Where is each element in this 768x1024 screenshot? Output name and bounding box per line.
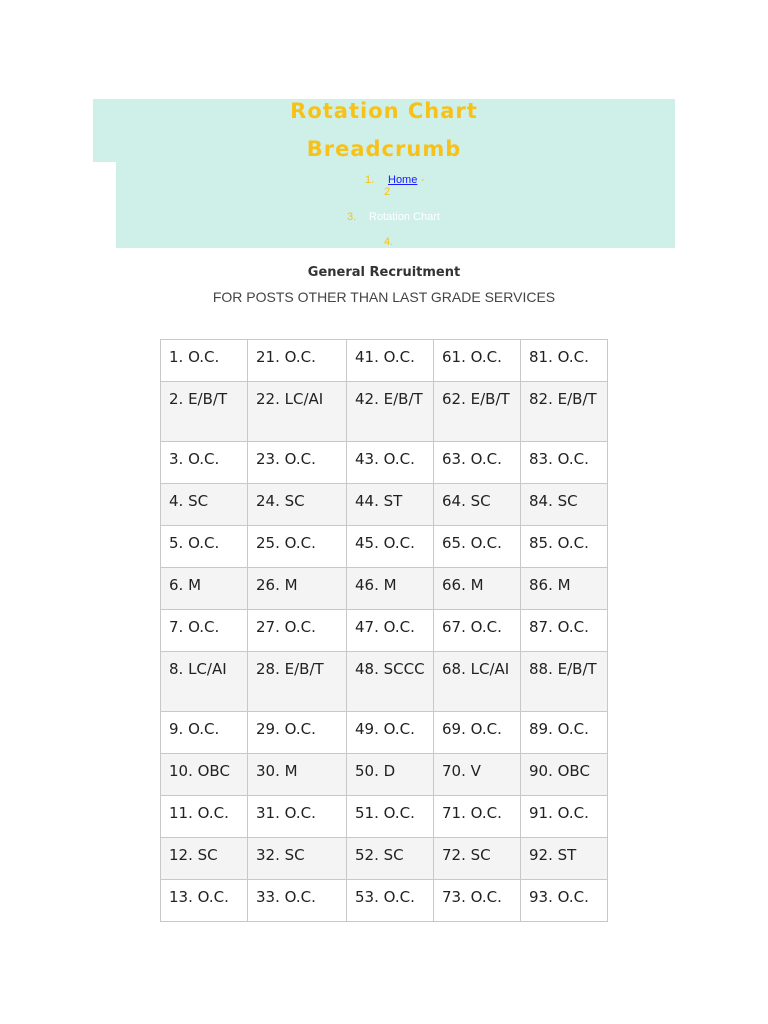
section-subtitle: FOR POSTS OTHER THAN LAST GRADE SERVICES: [212, 289, 556, 305]
table-row: [161, 526, 608, 568]
table-cell: 86. M: [521, 568, 608, 610]
table-cell: 45. O.C.: [347, 526, 434, 568]
table-cell: 71. O.C.: [434, 796, 521, 838]
table-cell: 85. O.C.: [521, 526, 608, 568]
table-cell: 83. O.C.: [521, 442, 608, 484]
table-cell: 49. O.C.: [347, 712, 434, 754]
table-cell: 48. SCCC: [347, 652, 434, 712]
table-cell: 43. O.C.: [347, 442, 434, 484]
table-cell: 81. O.C.: [521, 340, 608, 382]
table-cell: 26. M: [248, 568, 347, 610]
table-cell: 31. O.C.: [248, 796, 347, 838]
table-cell: 29. O.C.: [248, 712, 347, 754]
breadcrumb-num-1: 1.: [365, 174, 375, 186]
table-cell: 10. OBC: [161, 754, 248, 796]
table-cell: 63. O.C.: [434, 442, 521, 484]
breadcrumb-heading: Breadcrumb: [306, 137, 462, 161]
table-cell: 52. SC: [347, 838, 434, 880]
table-cell: 47. O.C.: [347, 610, 434, 652]
table-cell: 46. M: [347, 568, 434, 610]
table-cell: 28. E/B/T: [248, 652, 347, 712]
table-row: [161, 880, 608, 922]
breadcrumb-num-4: 4.: [384, 236, 394, 248]
breadcrumb-num-3: 3.: [347, 211, 357, 223]
table-cell: 70. V: [434, 754, 521, 796]
table-row: [161, 568, 608, 610]
table-row: [161, 382, 608, 442]
table-cell: 23. O.C.: [248, 442, 347, 484]
table-cell: 67. O.C.: [434, 610, 521, 652]
table-cell: 30. M: [248, 754, 347, 796]
table-cell: 25. O.C.: [248, 526, 347, 568]
table-cell: 33. O.C.: [248, 880, 347, 922]
table-cell: 72. SC: [434, 838, 521, 880]
table-row: [161, 610, 608, 652]
table-cell: 66. M: [434, 568, 521, 610]
breadcrumb-num-2: 2: [384, 186, 391, 198]
table-cell: 13. O.C.: [161, 880, 248, 922]
table-cell: 5. O.C.: [161, 526, 248, 568]
breadcrumb-separator: -: [421, 174, 425, 186]
table-cell: 62. E/B/T: [434, 382, 521, 442]
table-cell: 32. SC: [248, 838, 347, 880]
table-cell: 42. E/B/T: [347, 382, 434, 442]
table-cell: 1. O.C.: [161, 340, 248, 382]
table-cell: 53. O.C.: [347, 880, 434, 922]
table-cell: 51. O.C.: [347, 796, 434, 838]
table-cell: 27. O.C.: [248, 610, 347, 652]
table-cell: 3. O.C.: [161, 442, 248, 484]
table-cell: 4. SC: [161, 484, 248, 526]
table-row: [161, 712, 608, 754]
table-cell: 69. O.C.: [434, 712, 521, 754]
table-cell: 84. SC: [521, 484, 608, 526]
table-row: [161, 340, 608, 382]
table-row: [161, 754, 608, 796]
table-cell: 64. SC: [434, 484, 521, 526]
table-cell: 44. ST: [347, 484, 434, 526]
page-title: Rotation Chart: [290, 99, 478, 123]
breadcrumb-current: Rotation Chart: [369, 211, 440, 223]
table-cell: 88. E/B/T: [521, 652, 608, 712]
table-row: [161, 484, 608, 526]
section-title: General Recruitment: [307, 265, 461, 280]
table-cell: 2. E/B/T: [161, 382, 248, 442]
table-cell: 61. O.C.: [434, 340, 521, 382]
table-cell: 41. O.C.: [347, 340, 434, 382]
rotation-table: [160, 339, 608, 922]
table-row: [161, 442, 608, 484]
table-cell: 89. O.C.: [521, 712, 608, 754]
table-cell: 6. M: [161, 568, 248, 610]
table-cell: 22. LC/AI: [248, 382, 347, 442]
table-cell: 8. LC/AI: [161, 652, 248, 712]
table-row: [161, 652, 608, 712]
table-cell: 82. E/B/T: [521, 382, 608, 442]
table-cell: 91. O.C.: [521, 796, 608, 838]
table-cell: 21. O.C.: [248, 340, 347, 382]
table-row: [161, 838, 608, 880]
table-cell: 65. O.C.: [434, 526, 521, 568]
table-cell: 9. O.C.: [161, 712, 248, 754]
table-cell: 87. O.C.: [521, 610, 608, 652]
table-cell: 24. SC: [248, 484, 347, 526]
table-cell: 12. SC: [161, 838, 248, 880]
table-cell: 7. O.C.: [161, 610, 248, 652]
table-cell: 50. D: [347, 754, 434, 796]
table-row: [161, 796, 608, 838]
table-cell: 92. ST: [521, 838, 608, 880]
table-cell: 73. O.C.: [434, 880, 521, 922]
breadcrumb-home-link[interactable]: Home: [388, 174, 418, 186]
table-cell: 68. LC/AI: [434, 652, 521, 712]
table-cell: 93. O.C.: [521, 880, 608, 922]
table-cell: 11. O.C.: [161, 796, 248, 838]
table-cell: 90. OBC: [521, 754, 608, 796]
